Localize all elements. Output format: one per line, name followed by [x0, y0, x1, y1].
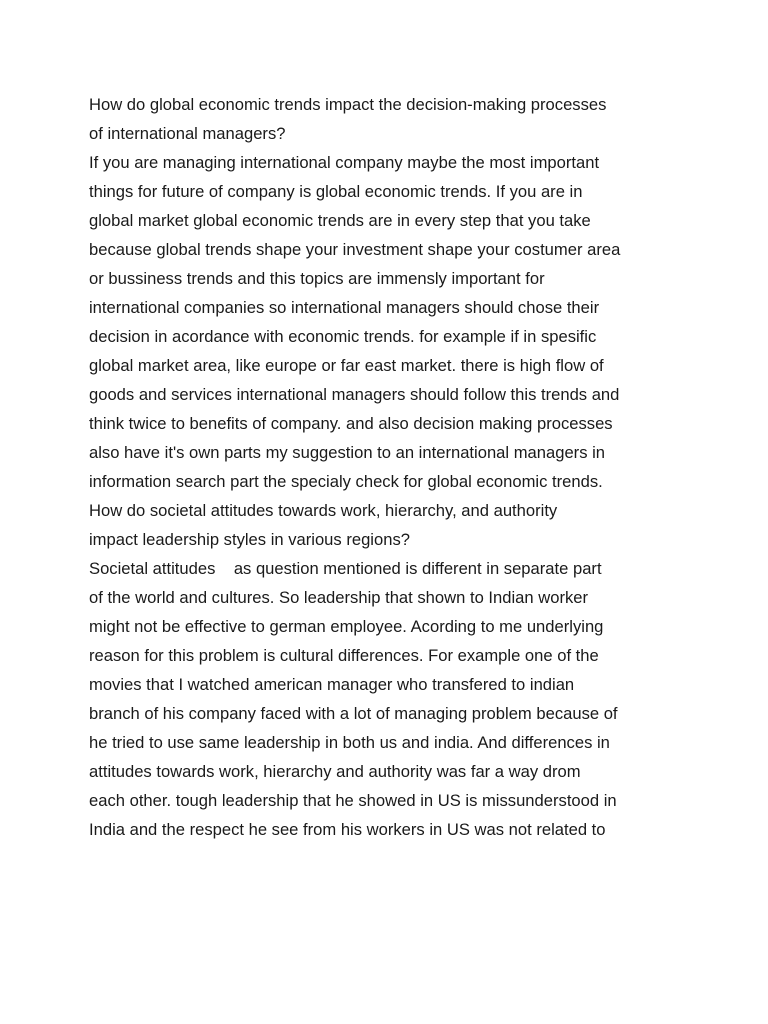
question-1 — [89, 90, 689, 148]
text-line: each other. tough leadership that he showed in US is missunderstood in — [89, 791, 617, 810]
text-line: global market global economic trends are in every step that you take — [89, 211, 591, 230]
text-line: or bussiness trends and this topics are immensly important for — [89, 269, 545, 288]
text-line: attitudes towards work, hierarchy and authority was far a way drom — [89, 762, 581, 781]
text-line: decision in acordance with economic trends. for example if in spesific — [89, 327, 597, 346]
text-line: goods and services international managers should follow this trends and — [89, 385, 620, 404]
text-line: think twice to benefits of company. and also decision making processes — [89, 414, 613, 433]
text-line: reason for this problem is cultural differences. For example one of the — [89, 646, 599, 665]
text-line: India and the respect he see from his workers in US was not related to — [89, 820, 606, 839]
text-line: international companies so international managers should chose their — [89, 298, 600, 317]
text-line: global market area, like europe or far east market. there is high flow of — [89, 356, 604, 375]
text-line: things for future of company is global economic trends. If you are in — [89, 182, 583, 201]
text-line: If you are managing international company maybe the most important — [89, 153, 600, 172]
text-line: he tried to use same leadership in both us and india. And differences in — [89, 733, 610, 752]
document-page — [89, 90, 689, 844]
text-line: also have it's own parts my suggestion to an international managers in — [89, 443, 606, 462]
text-line: information search part the specialy check for global economic trends. — [89, 472, 603, 491]
text-line: How do global economic trends impact the decision-making processes — [89, 95, 607, 114]
question-2 — [89, 496, 689, 554]
text-line: movies that I watched american manager who transfered to indian — [89, 675, 575, 694]
text-line: of the world and cultures. So leadership that shown to Indian worker — [89, 588, 589, 607]
text-line: of international managers? — [89, 124, 286, 143]
text-line: Societal attitudes as question mentioned is different in separate part — [89, 559, 602, 578]
text-line: because global trends shape your investment shape your costumer area — [89, 240, 621, 259]
answer-2 — [89, 554, 689, 844]
text-line: impact leadership styles in various regions? — [89, 530, 410, 549]
answer-1 — [89, 148, 689, 496]
text-line: How do societal attitudes towards work, hierarchy, and authority — [89, 501, 558, 520]
text-line: might not be effective to german employee. Acording to me underlying — [89, 617, 604, 636]
text-line: branch of his company faced with a lot of managing problem because of — [89, 704, 618, 723]
